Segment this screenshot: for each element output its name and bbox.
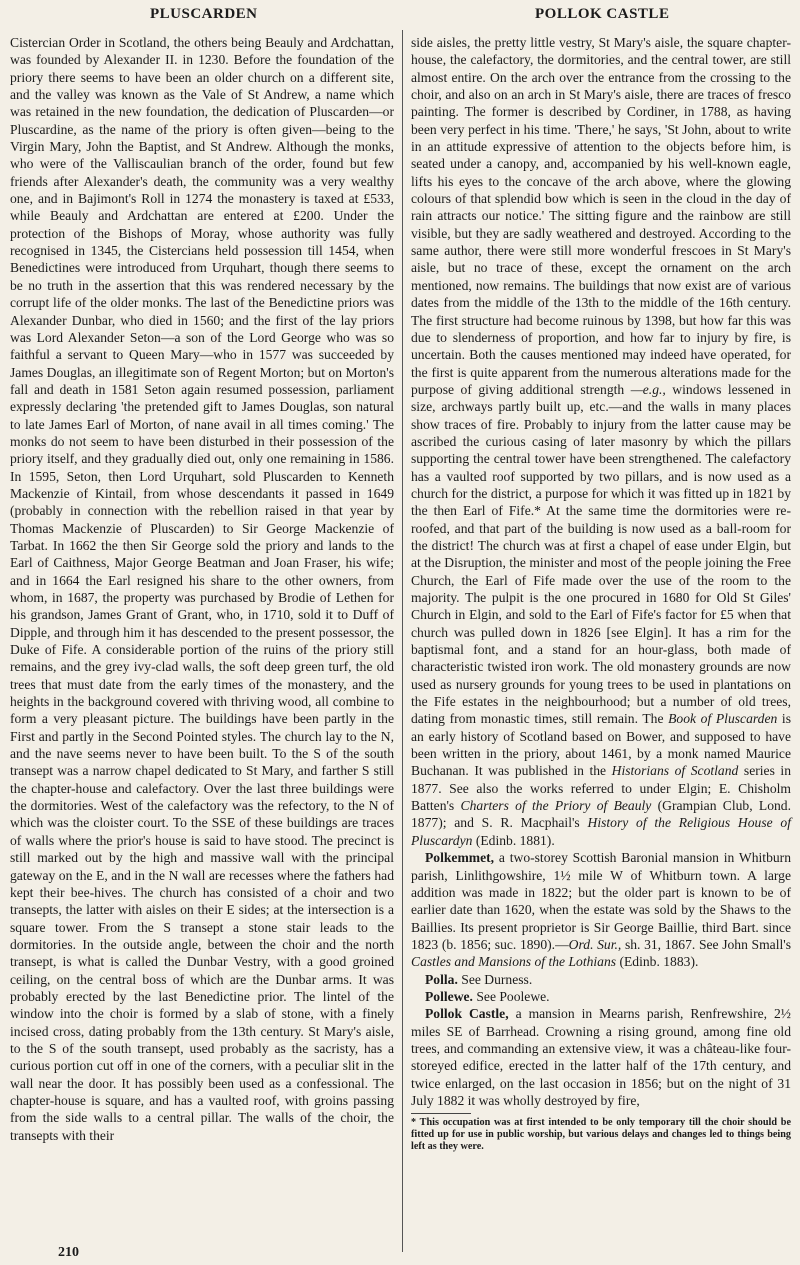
text-run: (Edinb. 1881). — [475, 832, 555, 848]
text-run: a two-storey Scottish Baronial mansion in Whitburn parish, Linlithgowshire, 1½ mile W of Whitburn town. A large addition was made in 1822; but the older part is known to be of earlier date than 1620, when the estate was sold by the Shaws to the Baillies. Its present proprietor is Sir George Baillie, third Bart. since 1823 (b. 1856; suc. 1890).— — [411, 850, 791, 952]
entry-pollok-castle — [411, 1005, 791, 1109]
text-run: See Durness. — [461, 971, 533, 987]
header-left-title: PLUSCARDEN — [150, 6, 258, 22]
text-run: sh. 31, 1867. See John Small's — [624, 936, 791, 952]
pluscarden-continued-text — [411, 34, 791, 849]
book-title: Charters of the Priory of Beauly — [460, 798, 652, 814]
entry-headword: Polkemmet, — [425, 850, 495, 866]
entry-headword: Pollok Castle, — [425, 1006, 509, 1022]
page-number: 210 — [58, 1245, 79, 1260]
entry-polkemmet — [411, 849, 791, 970]
left-column — [10, 34, 394, 1144]
text-run: See Poolewe. — [476, 988, 550, 1004]
header-right-title: POLLOK CASTLE — [535, 6, 670, 22]
text-run: series in 1877. See also the works referred to under Elgin; E. Chisholm Batten's — [411, 763, 791, 814]
book-title: Castles and Mansions of the Lothians — [411, 954, 617, 970]
text-run: is an early history of Scotland based on Bower, and supposed to have been written in the priory, about 1461, by a monk named Maurice Buchanan. It was published in the — [411, 711, 791, 779]
text-run: (Grampian Club, Lond. 1877); and S. R. Macphail's — [411, 798, 791, 831]
book-title: Book of Pluscarden — [668, 711, 778, 727]
text-run: windows lessened in size, archways partly built up, etc.—and the walls in many places show traces of fire. Probably to injury from the latter cause may be ascribed the curious casing of later masonry by which the pillars supporting the central tower have been strengthened. The calefactory has a vaulted roof supported by two pillars, and is now used as a church for the district, a purpose for which it was fitted up in 1821 by the then Earl of Fife.* At the same time the dormitories were re-roofed, and that part of the building is now used as a ball-room for the district! The church was at first a chapel of ease under Elgin, but at the Disruption, the minister and most of the people joining the Free Church, the Earl of Fife made over the use of the room to the majority. The pulpit is the one procured in 1680 for Old St Giles' Church in Elgin, and sold to the Earl of Fife's factor for £5 when that church was pulled down in 1826 [see Elgin]. It has a rim for the baptismal font, and a stand for an hour-glass, both made of characteristic twisted iron work. The old monastery grounds are now used as nursery grounds for young trees to be used in plantations on the Fife estates in the neighbourhood; but a number of old trees, dating from monastic times, still remain. The — [411, 381, 791, 727]
italic-run: Ord. Sur., — [568, 936, 622, 952]
entry-pollewe — [411, 988, 791, 1005]
text-run: (Edinb. 1883). — [619, 954, 699, 970]
italic-run: —e.g., — [630, 381, 666, 397]
entry-headword: Pollewe. — [425, 988, 473, 1004]
pluscarden-text: Cistercian Order in Scotland, the others being Beauly and Ardchattan, was founded by Alexander II. in 1230. Before the foundation of the priory there seems to have been an older church on a different site, and the valley was known as the Vale of St Andrew, a name which was retained in the new foundation, the dedication of Pluscarden—or Pluscardine, as the name of the priory is often given—being to the Virgin Mary, John the Baptist, and St Andrew. Although the monks, who were of the Valliscaulian branch of the order, found but few friends after Alexander's death, the community was a very wealthy one, and in Bajimont's Roll in 1274 the monastery is taxed at £533, while Beauly and Ardchattan are entered at £200. Under the protection of the Bishops of Moray, whose authority was fully recognised in 1345, the Cistercians held possession till 1454, when Benedictines were introduced from Urquhart, though there seems to be no truth in the assertion that this was rendered necessary by the corrupt life of the older monks. The last of the Benedictine priors was Alexander Dunbar, who died in 1560; and the first of the lay priors was Lord Alexander Seton—a son of the Lord George who was so faithful a servant to Queen Mary—who in 1577 was succeeded by James Douglas, an illegitimate son of Regent Morton; but on Morton's fall and death in 1581 Seton again resumed possession, parliament expressly declaring 'the pretended gift to James Douglas, son natural to late James Earl of Morton, of nane avail in all times coming.' The monks do not seem to have been disturbed in their possession of the priory itself, and they gradually died out, only one remaining in 1586. In 1595, Seton, then Lord Urquhart, sold Pluscarden to Kenneth Mackenzie of Kintail, from whose descendants it passed in 1649 (probably in connection with the rebellion raised in that year by Thomas Mackenzie of Pluscarden) to Sir George Mackenzie of Tarbat. In 1662 the then Sir George sold the priory and lands to the Earl of Caithness, Major George Beatman and Joan Fraser, his wife; and in 1664 the Earl resigned his share to the other owners, from whom, in 1687, the property was purchased by Brodie of Lethen for his grandson, James Grant of Grant, who, in 1710, sold it to Duff of Dipple, and through him it has descended to the present possessor, the Duke of Fife. A considerable portion of the ruins of the priory still remains, and the grey ivy-clad walls, the soft deep green turf, the old trees that must date from the early times of the monastery, and the heights in the background covered with thriving wood, all combine to form a very pleasant picture. The buildings have been partly in the First and partly in the Second Pointed styles. The church lay to the N, and the nave seems never to have been built. To the S of the south transept was a narrow chapel dedicated to St Mary, and farther S still the chapter-house and calefactory. Over the last three buildings were the dormitories. West of the calefactory was the refectory, to the N of which was the cloister court. To the SSE of these buildings are traces of walls where the prior's house is said to have stood. The precinct is still marked out by the high and massive wall with the principal gateway on the E, and in the N wall are recesses where the fathers had kept their bee-hives. The church has consisted of a choir and two transepts, the latter with aisles on their E sides; at the intersection is a square tower. From the S transept a stone stair leads to the dormitories. In the outside angle, between the choir and the north transept, is what is called the Dunbar Vestry, with a good groined ceiling, on the central boss of which are the Dunbar arms. It was probably erected by the last Benedictine prior. The lintel of the window into the choir is formed by a slab of stone, with a finely incised cross, dating probably from the 13th century. St Mary's aisle, to the S of the south transept, used probably as the sacristy, has a curious portion cut off in one of the corners, with a peculiar slit in the wall near the door. It has possibly been used as a confessional. The chapter-house is square, and has a vaulted roof, with groins passing from the side walls to a central pillar. The walls of the choir, the transepts with their — [10, 35, 394, 1143]
entry-polla — [411, 971, 791, 988]
footnote: * This occupation was at first intended to be only temporary till the choir should be fitted up for use in public worship, but various delays and changes led to things being left as they were. — [411, 1117, 791, 1153]
book-title: Historians of Scotland — [611, 763, 739, 779]
entry-headword: Polla. — [425, 971, 458, 987]
right-column — [411, 34, 791, 1153]
book-title: History of the Religious House of Pluscardyn — [411, 815, 791, 848]
running-header — [0, 6, 800, 28]
footnote-rule — [411, 1113, 471, 1114]
column-divider — [402, 30, 403, 1252]
text-run: a mansion in Mearns parish, Renfrewshire, 2½ miles SE of Barrhead. Crowning a rising ground, among fine old trees, and commanding an extensive view, it was a château-like four-storeyed edifice, erected in the latter half of the 17th century, and twice enlarged, on the last occasion in 1856; but on the night of 31 July 1882 it was wholly destroyed by fire, — [411, 1006, 791, 1108]
text-run: side aisles, the pretty little vestry, St Mary's aisle, the square chapter-house, the calefactory, the dormitories, and the central tower, are still almost entire. On the arch over the entrance from the crossing to the choir, and also on an arch in St Mary's aisle, there are traces of fresco painting. The former is described by Cordiner, in 1788, as having been very perfect in his time. 'There,' he says, 'St John, about to write in an attitude expressive of attention to the objects before him, is seated under a canopy, and, accompanied by his well-known eagle, lifts his eyes to the concave of the arch above, where the glowing colours of that splendid bow which is seen in the cloud in the day of rain attracts our notice.' The sitting figure and the rainbow are still visible, but they are sadly weathered and destroyed. According to the same author, there were still more wonderful frescoes in St Mary's aisle, but no trace of these, except the ornament on the arch mentioned, now remains. The buildings that now exist are of various dates from the middle of the 13th to the middle of the 16th century. The first structure had become ruinous by 1398, but how far this was due to slenderness of proportion, and how far to injury by fire, is uncertain. Both the causes mentioned may indeed have operated, for the first is quite apparent from the numerous alterations made for the purpose of giving additional strength — [411, 35, 791, 397]
